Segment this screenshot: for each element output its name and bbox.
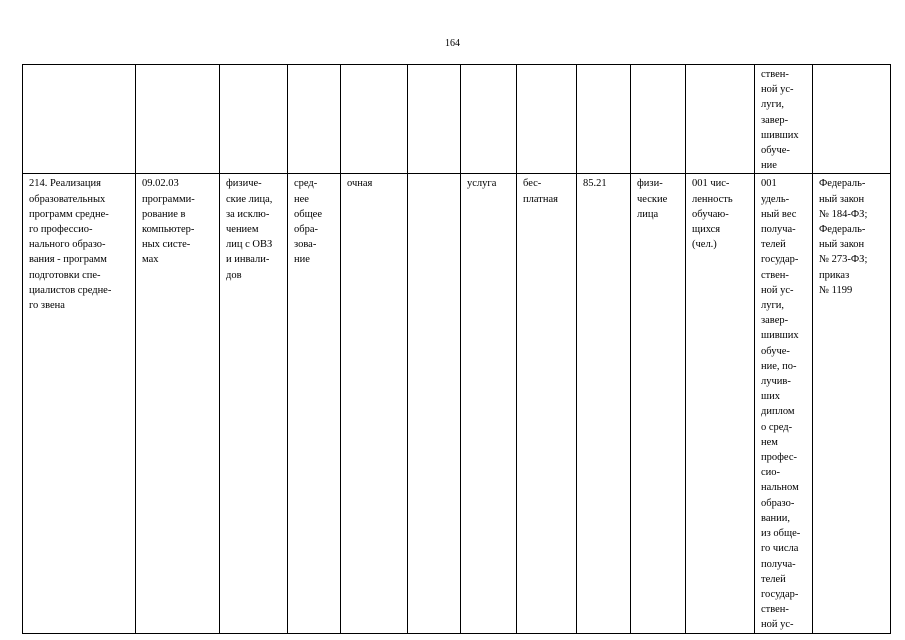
cell-text-line: за исклю- xyxy=(226,208,270,220)
cell-text-line: подготовки спе- xyxy=(29,269,101,281)
cell-text-line: обра- xyxy=(294,224,318,236)
cell-text-line: завер- xyxy=(761,114,789,126)
cell-text-line: ной ус- xyxy=(761,284,794,296)
cell-text-line: лица xyxy=(637,208,659,220)
cell-text-line: Федераль- xyxy=(819,224,866,236)
cell-text-line: ших xyxy=(761,391,780,403)
cell-text-line: го профессио- xyxy=(29,224,93,236)
cell-empty xyxy=(23,65,136,174)
cell-text-line: ние xyxy=(761,160,777,172)
cell-empty xyxy=(408,174,461,633)
cell-text-line: Федераль- xyxy=(819,178,866,190)
cell-text-line: обуче- xyxy=(761,145,790,157)
cell-text-line: компьютер- xyxy=(142,224,195,236)
cell-text-line: ленность xyxy=(692,193,733,205)
cell-consumers xyxy=(220,174,288,633)
cell-empty xyxy=(631,65,686,174)
cell-text-line: луги, xyxy=(761,300,785,312)
cell-payment xyxy=(517,174,577,633)
cell-text-line: го звена xyxy=(29,300,65,312)
cell-empty xyxy=(341,65,408,174)
cell-text-line: чением xyxy=(226,224,259,236)
cell-quality-indicator xyxy=(755,174,813,633)
cell-text-line: телей xyxy=(761,573,786,585)
cell-text-line: телей xyxy=(761,239,786,251)
cell-text-line: о сред- xyxy=(761,421,793,433)
cell-text-line: диплом xyxy=(761,406,795,418)
cell-empty xyxy=(461,65,517,174)
cell-text-line: образовательных xyxy=(29,193,106,205)
cell-empty xyxy=(408,65,461,174)
cell-text-line: ной ус- xyxy=(761,84,794,96)
cell-text-line: зова- xyxy=(294,239,317,251)
cell-text-line: лиц с ОВЗ xyxy=(226,239,273,251)
cell-text-line: (чел.) xyxy=(692,239,717,251)
cell-text-line: 001 чис- xyxy=(692,178,730,190)
cell-text-line: мах xyxy=(142,254,159,266)
cell-code xyxy=(136,174,220,633)
cell-text-line: общее xyxy=(294,208,322,220)
cell-text-line: ние, по- xyxy=(761,360,797,372)
cell-text-line: 09.02.03 xyxy=(142,178,179,190)
cell-text-line: 85.21 xyxy=(583,178,607,190)
cell-text-line: ный закон xyxy=(819,239,865,251)
cell-text-line: ствен- xyxy=(761,269,789,281)
cell-text-line: ские лица, xyxy=(226,193,273,205)
cell-text-line: шивших xyxy=(761,129,799,141)
cell-text-line: из обще- xyxy=(761,528,801,540)
cell-text-line: лучив- xyxy=(761,376,791,388)
cell-text-line: ной ус- xyxy=(761,619,794,631)
cell-text-line: сред- xyxy=(294,178,318,190)
cell-text-line: завер- xyxy=(761,315,789,327)
cell-text-line: ствен- xyxy=(761,604,789,616)
cell-text-line: луги, xyxy=(761,99,785,111)
cell-text-line: вания - программ xyxy=(29,254,107,266)
cell-quality-indicator-continued xyxy=(755,65,813,174)
cell-text-line: очная xyxy=(347,178,373,190)
cell-empty xyxy=(136,65,220,174)
cell-empty xyxy=(686,65,755,174)
cell-text-line: ный закон xyxy=(819,193,865,205)
cell-text-line: вании, xyxy=(761,512,790,524)
cell-empty xyxy=(517,65,577,174)
cell-legal-basis xyxy=(813,174,891,633)
cell-text-line: государ- xyxy=(761,254,799,266)
cell-text-line: профес- xyxy=(761,452,798,464)
cell-okved xyxy=(577,174,631,633)
cell-recipients xyxy=(631,174,686,633)
cell-form xyxy=(341,174,408,633)
cell-text-line: бес- xyxy=(523,178,542,190)
cell-text-line: удель- xyxy=(761,193,790,205)
cell-text-line: рование в xyxy=(142,208,186,220)
page-number: 164 xyxy=(445,38,460,49)
entry-row xyxy=(23,174,891,633)
cell-service-name xyxy=(23,174,136,633)
cell-empty xyxy=(813,65,891,174)
cell-text-line: физиче- xyxy=(226,178,262,190)
cell-text-line: физи- xyxy=(637,178,663,190)
cell-text-line: дов xyxy=(226,269,242,281)
cell-text-line: № 273-ФЗ; xyxy=(819,254,868,266)
cell-text-line: услуга xyxy=(467,178,497,190)
cell-text-line: программи- xyxy=(142,193,195,205)
cell-text-line: ных систе- xyxy=(142,239,191,251)
cell-empty xyxy=(577,65,631,174)
cell-text-line: обучаю- xyxy=(692,208,729,220)
cell-text-line: 001 xyxy=(761,178,777,190)
cell-text-line: ние xyxy=(294,254,310,266)
cell-text-line: нального образо- xyxy=(29,239,106,251)
cell-volume-indicator xyxy=(686,174,755,633)
cell-text-line: программ средне- xyxy=(29,208,109,220)
cell-text-line: № 1199 xyxy=(819,284,853,296)
cell-text-line: циалистов средне- xyxy=(29,284,112,296)
cell-text-line: нее xyxy=(294,193,309,205)
cell-text-line: ствен- xyxy=(761,69,789,80)
cell-text-line: образо- xyxy=(761,497,795,509)
cell-education-level xyxy=(288,174,341,633)
cell-text-line: получа- xyxy=(761,224,796,236)
cell-text-line: ческие xyxy=(637,193,668,205)
cell-text-line: платная xyxy=(523,193,558,205)
cell-text-line: ный вес xyxy=(761,208,797,220)
cell-text-line: нем xyxy=(761,436,778,448)
registry-table xyxy=(22,64,891,634)
continuation-row xyxy=(23,65,891,174)
cell-text-line: получа- xyxy=(761,558,796,570)
cell-text-line: приказ xyxy=(819,269,850,281)
cell-text-line: государ- xyxy=(761,588,799,600)
cell-text-line: сио- xyxy=(761,467,781,479)
cell-kind xyxy=(461,174,517,633)
cell-text-line: щихся xyxy=(692,224,721,236)
cell-text-line: 214. Реализация xyxy=(29,178,101,190)
cell-text-line: № 184-ФЗ; xyxy=(819,208,868,220)
cell-text-line: нальном xyxy=(761,482,799,494)
cell-text-line: обуче- xyxy=(761,345,790,357)
cell-empty xyxy=(220,65,288,174)
cell-text-line: го числа xyxy=(761,543,799,555)
cell-text-line: и инвали- xyxy=(226,254,270,266)
cell-text-line: шивших xyxy=(761,330,799,342)
cell-empty xyxy=(288,65,341,174)
